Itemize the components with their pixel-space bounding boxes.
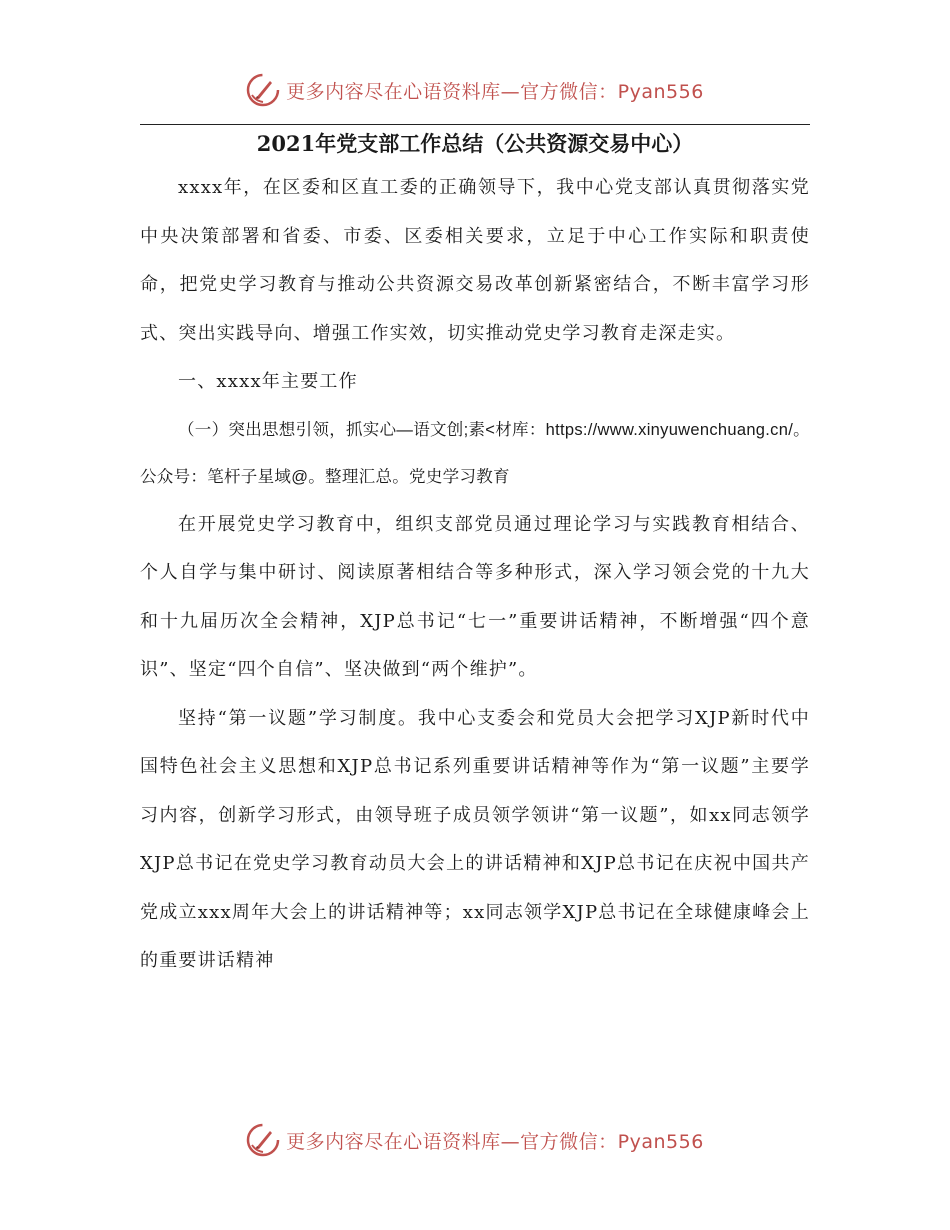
header-banner (0, 68, 950, 112)
body-paragraph-2: 在开展党史学习教育中，组织支部党员通过理论学习与实践教育相结合、个人自学与集中研讨、阅读原著相结合等多种形式，深入学习领会党的十九大和十九届历次全会精神，XJP总书记“七一”重要讲话精神，不断增强“四个意识”、坚定“四个自信”、坚决做到“两个维护”。 (140, 513, 810, 680)
body-paragraph-3: 坚持“第一议题”学习制度。我中心支委会和党员大会把学习XJP新时代中国特色社会主义思想和XJP总书记系列重要讲话精神等作为“第一议题”主要学习内容，创新学习形式，由领导班子成员领学领讲“第一议题”，如xx同志领学XJP总书记在党史学习教育动员大会上的讲话精神和XJP总书记在庆祝中国共产党成立xxx周年大会上的讲话精神等；xx同志领学XJP总书记在全球健康峰会上的重要讲话精神 (140, 707, 810, 971)
footer-banner (0, 1118, 950, 1162)
subsection-heading: （一）突出思想引领，抓实心—语文创;素<材库：https://www.xinyuwenchuang.cn/。公众号：笔杆子星域@。整理汇总。党史学习教育 (140, 420, 810, 486)
intro-paragraph: xxxx年，在区委和区直工委的正确领导下，我中心党支部认真贯彻落实党中央决策部署和省委、市委、区委相关要求，立足于中心工作实际和职责使命，把党史学习教育与推动公共资源交易改革创新紧密结合，不断丰富学习形式、突出实践导向、增强工作实效，切实推动党史学习教育走深走实。 (140, 177, 810, 344)
section-heading: 一、xxxx年主要工作 (178, 371, 358, 392)
document-body (140, 164, 810, 986)
header-banner-text: 更多内容尽在心语资料库—官方微信：Pyan556 (286, 80, 704, 103)
quill-logo-icon (246, 1123, 280, 1157)
header-rule (140, 124, 810, 125)
document-title: 2021年党支部工作总结（公共资源交易中心） (256, 131, 694, 156)
footer-banner-text: 更多内容尽在心语资料库—官方微信：Pyan556 (286, 1130, 704, 1153)
quill-logo-icon (246, 73, 280, 107)
